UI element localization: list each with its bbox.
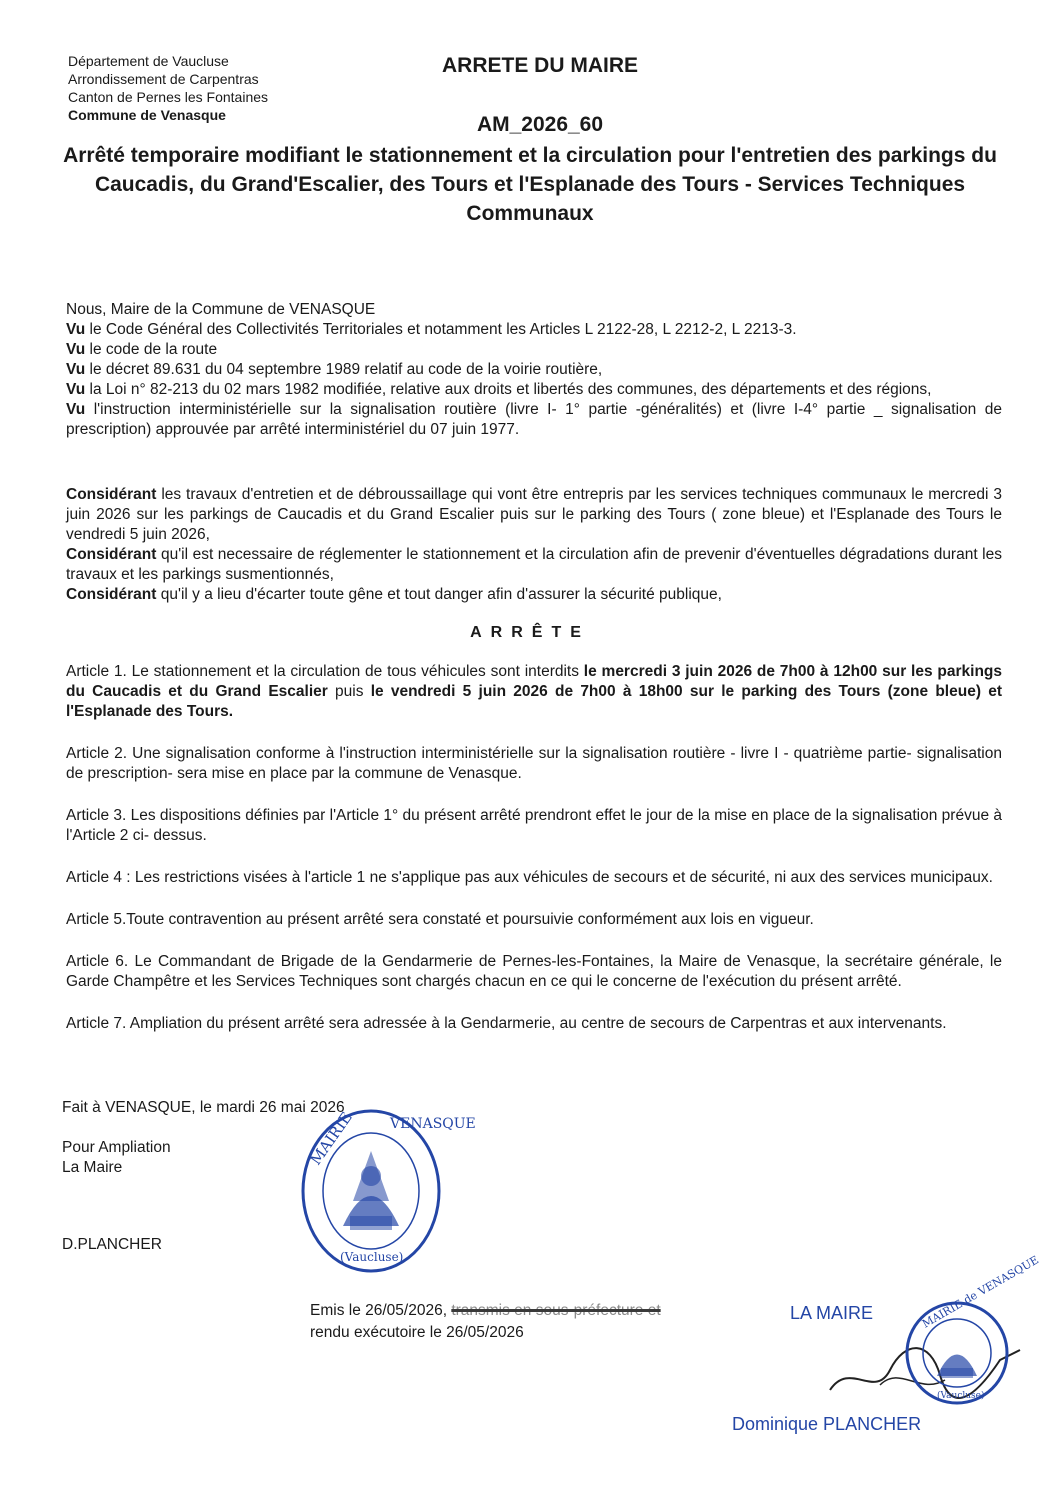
svg-text:MAIRIE de VENASQUE: MAIRIE de VENASQUE	[920, 1253, 1041, 1331]
canton-line: Canton de Pernes les Fontaines	[68, 89, 269, 105]
visa-item	[66, 320, 1002, 340]
article-3: Article 3. Les dispositions définies par l'Article 1° du présent arrêté prendront effet le jour de la mise en place de la signalisation prévue à l'Article 2 ci- dessus.	[66, 807, 1002, 844]
svg-text:(Vaucluse): (Vaucluse)	[340, 1250, 404, 1264]
emis-text: Emis le 26/05/2026,	[310, 1302, 452, 1319]
emission-block	[310, 1300, 661, 1344]
visa-text: la Loi n° 82-213 du 02 mars 1982 modifiée, relative aux droits et libertés des communes, des départements et des régions,	[85, 381, 932, 398]
pour-ampliation: Pour Ampliation	[62, 1139, 171, 1156]
visa-keyword: Vu	[66, 401, 86, 418]
considerant-item	[66, 545, 1002, 585]
document-subject: Arrêté temporaire modifiant le stationnement et la circulation pour l'entretien des parkings du Caucadis, du Grand'Escalier, des Tours et l'Esplanade des Tours - Services Techniques Communaux	[63, 144, 997, 225]
article-1	[66, 662, 1002, 722]
visas-section	[66, 300, 1002, 440]
emis-line	[310, 1300, 661, 1322]
considerant-item	[66, 585, 1002, 605]
fait-a-line: Fait à VENASQUE, le mardi 26 mai 2026	[62, 1099, 345, 1116]
article-2: Article 2. Une signalisation conforme à l'instruction interministérielle sur la signalisation routière - livre I - quatrième partie- signalisation de prescription- sera mise en place par la commune de Venasque.	[66, 745, 1002, 782]
considerant-text: qu'il y a lieu d'écarter toute gêne et tout danger afin d'assurer la sécurité publique,	[156, 586, 722, 603]
visa-keyword: Vu	[66, 341, 86, 358]
considerant-keyword: Considérant	[66, 486, 157, 503]
article-1-bold-second: le vendredi 5 juin 2026 de 7h00 à 18h00 sur le parking des Tours (zone bleue) et l'Esplanade des Tours.	[66, 683, 1002, 720]
svg-text:(Vaucluse): (Vaucluse)	[937, 1391, 985, 1401]
stamp-title: LA MAIRE	[790, 1303, 874, 1323]
ampliation-block	[62, 1138, 171, 1178]
visa-keyword: Vu	[66, 381, 86, 398]
visa-item	[66, 380, 1002, 400]
considerant-text: qu'il est necessaire de réglementer le stationnement et la circulation afin de prevenir d'éventuelles dégradations durant les travaux et les parkings susmentionnés,	[66, 546, 1002, 583]
articles-section	[66, 662, 1002, 1056]
visa-item	[66, 340, 1002, 360]
stamp-signer-name: Dominique PLANCHER	[732, 1414, 922, 1434]
considerants-section	[66, 485, 1002, 605]
visa-keyword: Vu	[66, 321, 86, 338]
department-line: Département de Vaucluse	[68, 53, 229, 69]
mairie-seal-icon	[298, 1106, 476, 1276]
svg-text:MAIRIE: MAIRIE	[306, 1108, 356, 1169]
considerant-keyword: Considérant	[66, 586, 157, 603]
considerant-text: les travaux d'entretien et de débroussaillage qui vont être entrepris par les services techniques communaux le mercredi 3 juin 2026 sur les parkings de Caucadis et du Grand Escalier puis sur le parking des Tours ( zone bleue) et l'Esplanade des Tours le vendredi 5 juin 2026,	[66, 486, 1002, 543]
article-4: Article 4 : Les restrictions visées à l'article 1 ne s'applique pas aux véhicules de secours et de sécurité, ni aux des services municipaux.	[66, 869, 993, 886]
visa-text: le code de la route	[85, 341, 218, 358]
visas-intro: Nous, Maire de la Commune de VENASQUE	[66, 301, 376, 318]
commune-line: Commune de Venasque	[68, 107, 226, 123]
article-7: Article 7. Ampliation du présent arrêté sera adressée à la Gendarmerie, au centre de secours de Carpentras et aux intervenants.	[66, 1015, 947, 1032]
visa-item	[66, 400, 1002, 440]
article-5: Article 5.Toute contravention au présent arrêté sera constaté et poursuivie conformément aux lois en vigueur.	[66, 911, 814, 928]
visa-text: le décret 89.631 du 04 septembre 1989 relatif au code de la voirie routière,	[85, 361, 603, 378]
redacted-transmission: transmis en sous-préfecture et	[451, 1302, 661, 1319]
svg-text:VENASQUE: VENASQUE	[390, 1116, 476, 1132]
article-1-bold-first: le mercredi 3 juin 2026 de 7h00 à 12h00 sur les parkings du Caucadis et du Grand Escalier	[66, 663, 1002, 700]
small-mairie-seal-icon	[903, 1253, 1041, 1408]
visa-text: le Code Général des Collectivités Territoriales et notamment les Articles L 2122-28, L 2212-2, L 2213-3.	[85, 321, 797, 338]
arrondissement-line: Arrondissement de Carpentras	[68, 71, 259, 87]
signer-role: La Maire	[62, 1159, 123, 1176]
considerant-keyword: Considérant	[66, 546, 157, 563]
article-1-text: Article 1. Le stationnement et la circulation de tous véhicules sont interdits	[66, 663, 584, 680]
article-6: Article 6. Le Commandant de Brigade de la Gendarmerie de Pernes-les-Fontaines, la Maire de Venasque, la secrétaire générale, le Garde Champêtre et les Services Techniques sont chargés chacun en ce qui le concerne de l'exécution du présent arrêté.	[66, 953, 1002, 990]
arrete-heading: ARRÊTE	[470, 624, 590, 641]
administrative-header	[68, 52, 268, 124]
visa-item	[66, 360, 1002, 380]
visa-text: l'instruction interministérielle sur la signalisation routière (livre I- 1° partie -généralités) et (livre I-4° partie _ signalisation de prescription) approuvée par arrêté interministériel du 07 juin 1977.	[66, 401, 1002, 438]
executoire-line: rendu exécutoire le 26/05/2026	[310, 1324, 524, 1341]
signer-name: D.PLANCHER	[62, 1236, 162, 1253]
visa-keyword: Vu	[66, 361, 86, 378]
document-reference: AM_2026_60	[476, 113, 604, 136]
article-1-connector: puis	[327, 683, 371, 700]
considerant-item	[66, 485, 1002, 545]
document-title: ARRETE DU MAIRE	[441, 54, 638, 77]
